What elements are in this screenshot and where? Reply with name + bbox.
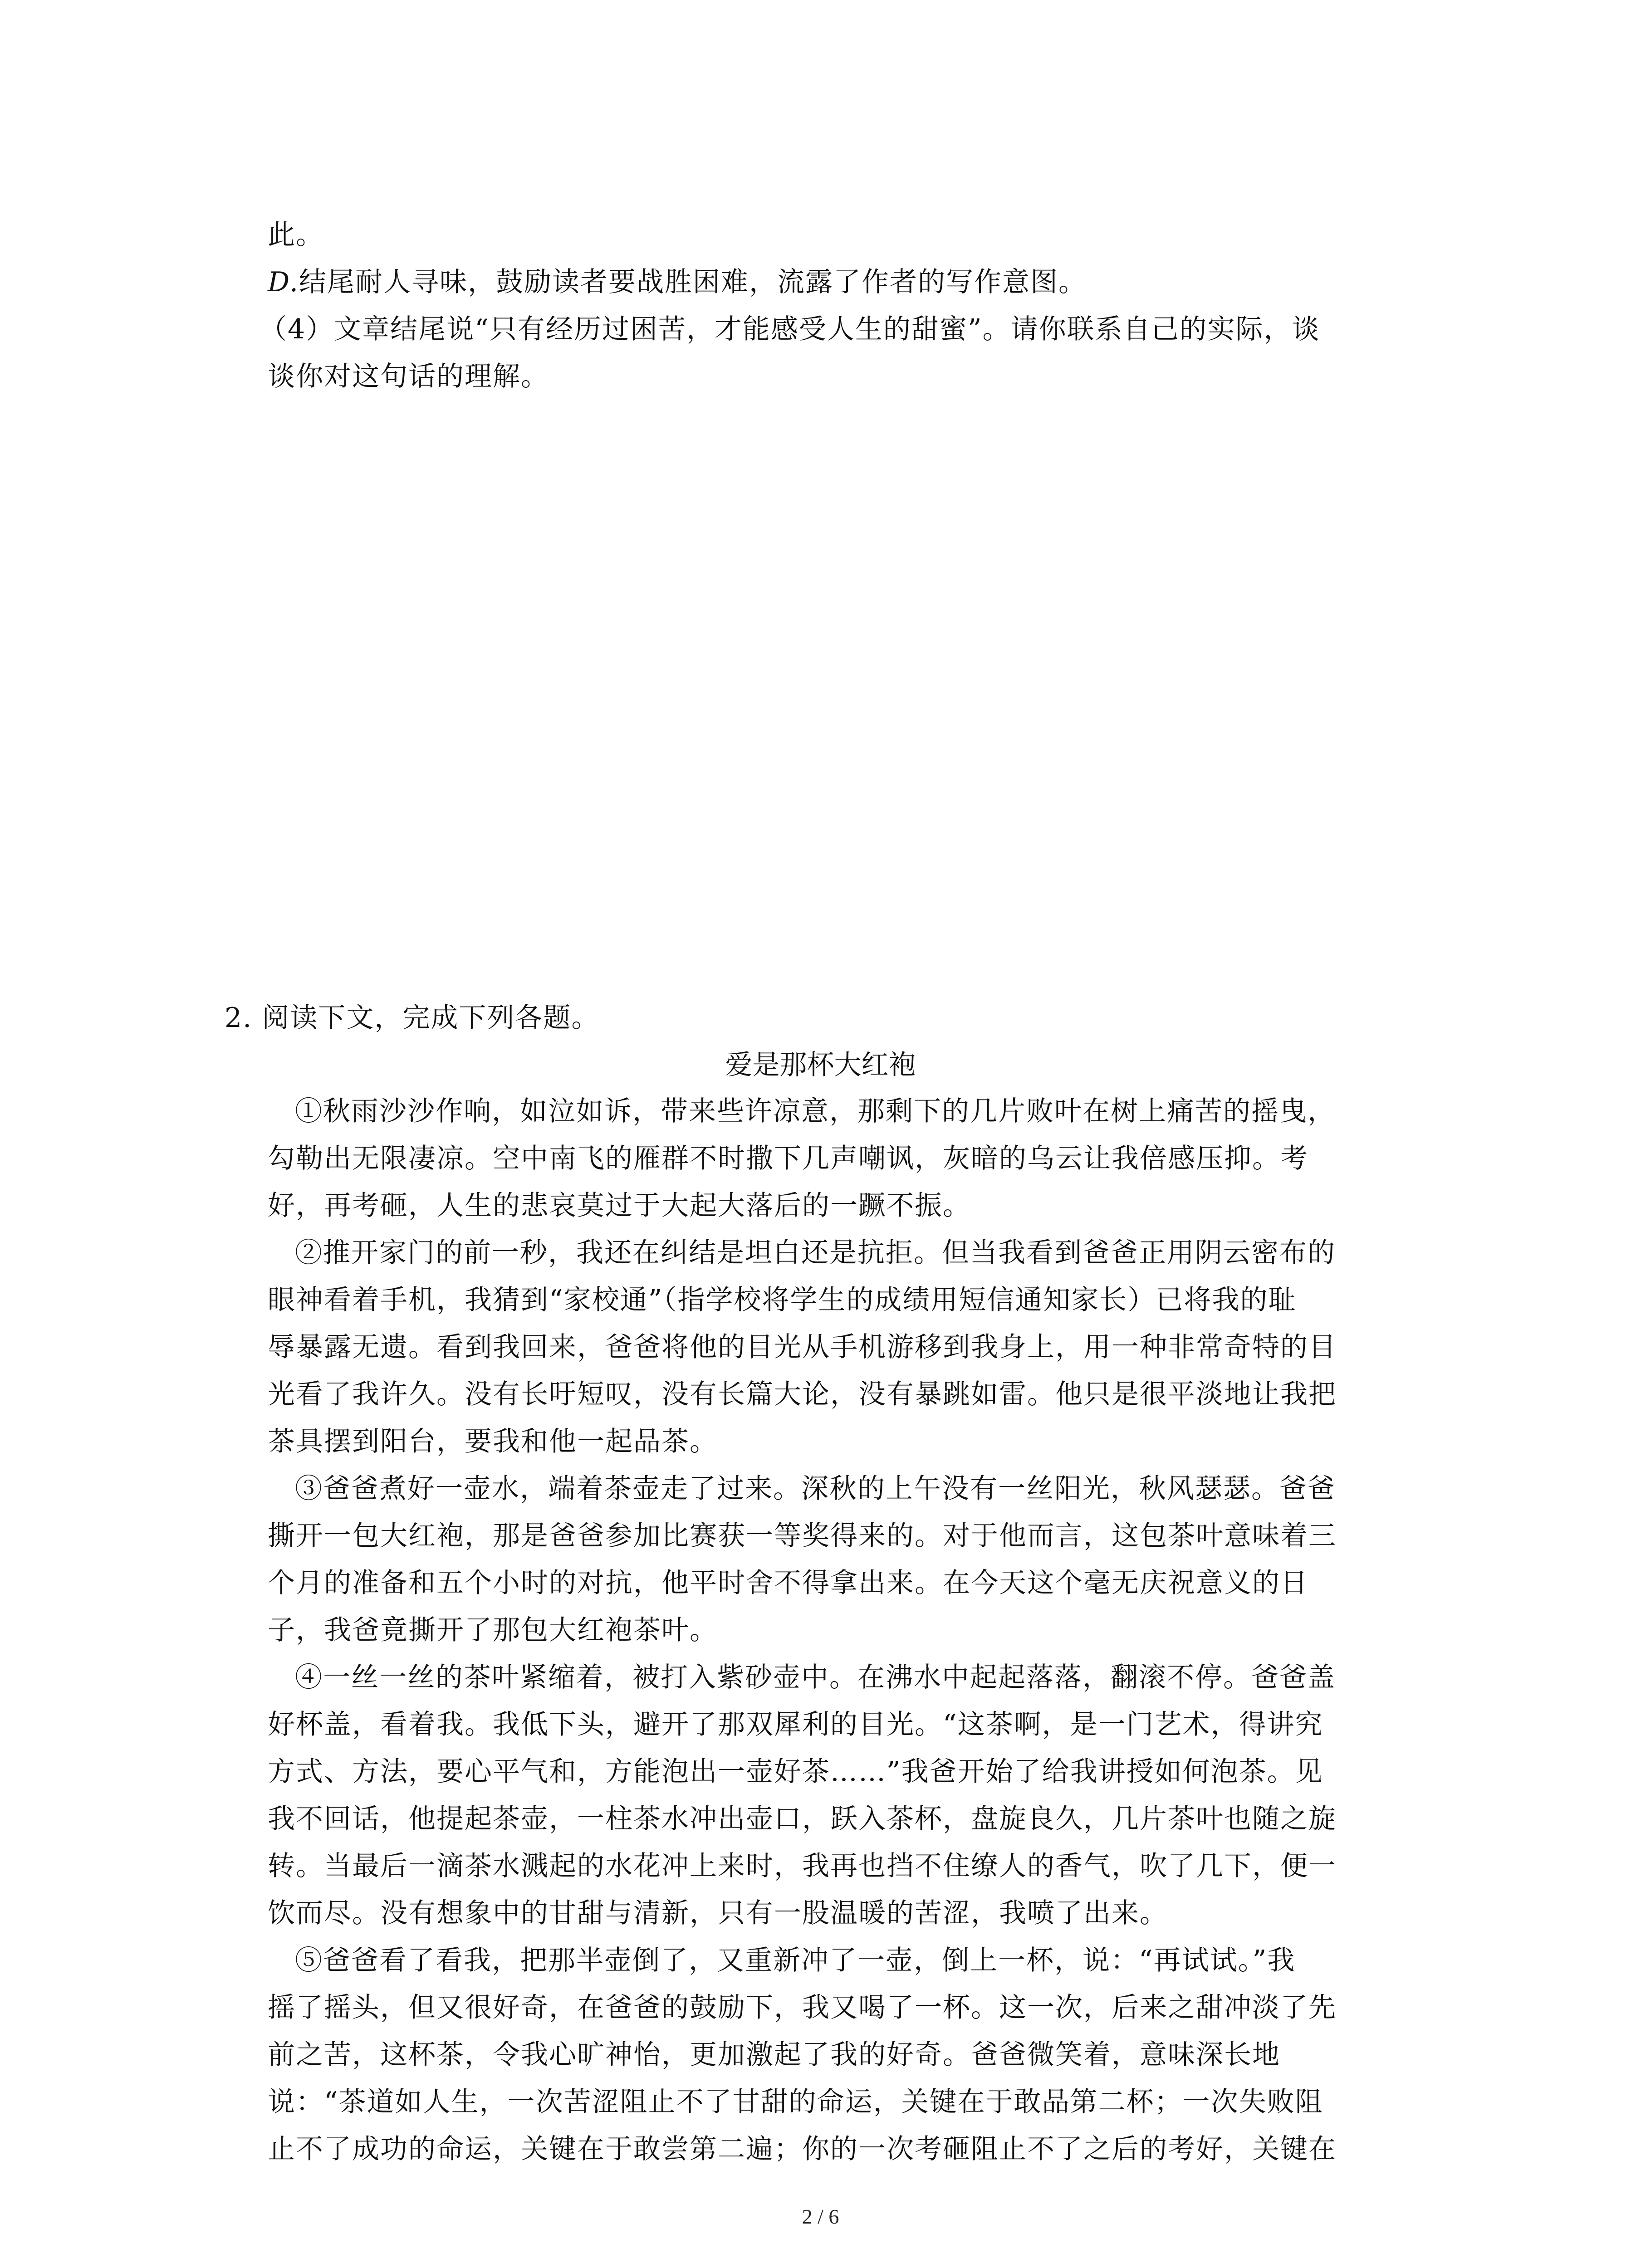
passage-line: 摇了摇头，但又很好奇，在爸爸的鼓励下，我又喝了一杯。这一次，后来之甜冲淡了先: [268, 1992, 1337, 2024]
q1-tail-line: 此。: [268, 219, 324, 251]
passage-line: ③爸爸煮好一壶水，端着茶壶走了过来。深秋的上午没有一丝阳光，秋风瑟瑟。爸爸: [295, 1473, 1336, 1505]
passage-line: ①秋雨沙沙作响，如泣如诉，带来些许凉意，那剩下的几片败叶在树上痛苦的摇曳，: [295, 1095, 1336, 1127]
passage-line: 光看了我许久。没有长吁短叹，没有长篇大论，没有暴跳如雷。他只是很平淡地让我把: [268, 1378, 1337, 1410]
passage-line: 撕开一包大红袍，那是爸爸参加比赛获一等奖得来的。对于他而言，这包茶叶意味着三: [268, 1520, 1337, 1552]
passage-line: 好，再考砸，人生的悲哀莫过于大起大落后的一蹶不振。: [268, 1190, 971, 1222]
q2-prompt: 2. 阅读下文，完成下列各题。: [225, 1002, 600, 1034]
q4-question-line-1: （4）文章结尾说“只有经历过困苦，才能感受人生的甜蜜”。请你联系自己的实际，谈: [260, 313, 1320, 345]
passage-line: 好杯盖，看着我。我低下头，避开了那双犀利的目光。“这茶啊，是一门艺术，得讲究: [268, 1709, 1323, 1740]
q4-question-line-2: 谈你对这句话的理解。: [268, 361, 549, 392]
passage-line: ⑤爸爸看了看我，把那半壶倒了，又重新冲了一壶，倒上一杯，说：“再试试。”我: [295, 1945, 1296, 1976]
option-d-text: 结尾耐人寻味，鼓励读者要战胜困难，流露了作者的写作意图。: [299, 266, 1087, 298]
passage-line: 方式、方法，要心平气和，方能泡出一壶好茶……”我爸开始了给我讲授如何泡茶。见: [268, 1756, 1323, 1788]
passage-title: 爱是那杯大红袍: [725, 1049, 916, 1081]
passage-line: 勾勒出无限凄凉。空中南飞的雁群不时撒下几声嘲讽，灰暗的乌云让我倍感压抑。考: [268, 1143, 1308, 1174]
passage-line: 转。当最后一滴茶水溅起的水花冲上来时，我再也挡不住缭人的香气，吹了几下，便一: [268, 1850, 1337, 1882]
passage-line: 子，我爸竟撕开了那包大红袍茶叶。: [268, 1614, 718, 1646]
passage-line: ②推开家门的前一秒，我还在纠结是坦白还是抗拒。但当我看到爸爸正用阴云密布的: [295, 1237, 1336, 1269]
passage-line: 辱暴露无遗。看到我回来，爸爸将他的目光从手机游移到我身上，用一种非常奇特的目: [268, 1331, 1337, 1363]
passage-line: 我不回话，他提起茶壶，一柱茶水冲出壶口，跃入茶杯，盘旋良久，几片茶叶也随之旋: [268, 1803, 1337, 1835]
passage-line: 眼神看着手机，我猜到“家校通”（指学校将学生的成绩用短信通知家长）已将我的耻: [268, 1284, 1297, 1316]
passage-line: 饮而尽。没有想象中的甘甜与清新，只有一股温暖的苦涩，我喷了出来。: [268, 1897, 1168, 1929]
q1-option-d: [268, 266, 1087, 298]
passage-line: 个月的准备和五个小时的对抗，他平时舍不得拿出来。在今天这个毫无庆祝意义的日: [268, 1567, 1308, 1599]
passage-line: 茶具摆到阳台，要我和他一起品茶。: [268, 1426, 718, 1457]
passage-line: 前之苦，这杯茶，令我心旷神怡，更加激起了我的好奇。爸爸微笑着，意味深长地: [268, 2039, 1280, 2071]
passage-line: 止不了成功的命运，关键在于敢尝第二遍；你的一次考砸阻止不了之后的考好，关键在: [268, 2133, 1337, 2165]
passage-line: 说：“茶道如人生，一次苦涩阻止不了甘甜的命运，关键在于敢品第二杯；一次失败阻: [268, 2086, 1323, 2118]
passage-line: ④一丝一丝的茶叶紧缩着，被打入紫砂壶中。在沸水中起起落落，翻滚不停。爸爸盖: [295, 1662, 1336, 1693]
option-d-letter: D.: [268, 266, 299, 298]
page-number: 2 / 6: [802, 2205, 839, 2228]
